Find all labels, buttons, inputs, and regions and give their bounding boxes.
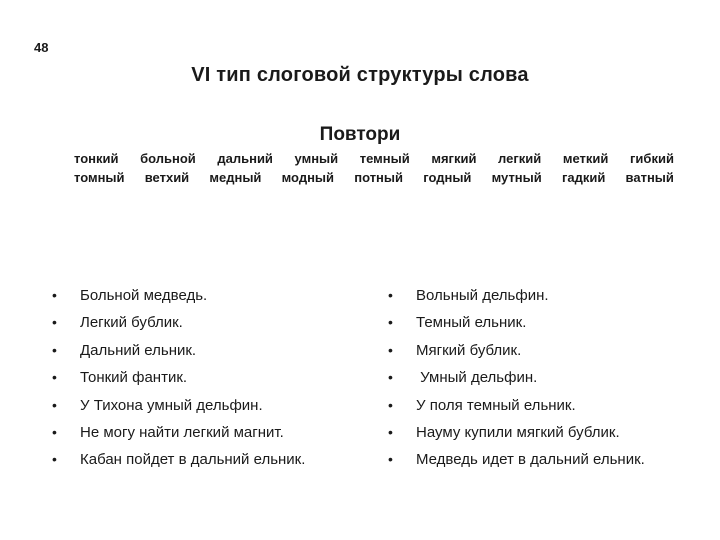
right-phrase-list xyxy=(388,287,645,479)
word: модный xyxy=(281,170,335,185)
list-item xyxy=(52,397,305,424)
list-item xyxy=(388,342,645,369)
bullet-icon: • xyxy=(52,287,57,303)
list-item-text: У поля темный ельник. xyxy=(416,396,576,414)
list-item xyxy=(388,451,645,478)
list-item-text: Тонкий фантик. xyxy=(80,369,188,387)
list-item xyxy=(52,287,305,314)
list-item-text: Легкий бублик. xyxy=(80,314,183,332)
list-item xyxy=(388,424,645,451)
word: тонкий xyxy=(74,151,119,166)
list-item xyxy=(52,424,305,451)
list-item-text: Умный дельфин. xyxy=(416,369,538,387)
word: умный xyxy=(294,151,339,166)
list-item xyxy=(52,451,305,478)
bullet-icon: • xyxy=(388,423,393,440)
page-number: 48 xyxy=(34,40,49,55)
word-row-2 xyxy=(74,170,674,185)
list-item-text: Мягкий бублик. xyxy=(416,341,522,359)
bullet-icon: • xyxy=(388,341,393,358)
list-item-text: Дальний ельник. xyxy=(80,341,197,359)
list-item-text: Не могу найти легкий магнит. xyxy=(80,423,284,441)
list-item xyxy=(52,369,305,396)
list-item-text: Вольный дельфин. xyxy=(416,287,549,304)
list-item-text: Больной медведь. xyxy=(80,287,208,304)
word: потный xyxy=(354,170,404,185)
word: медный xyxy=(209,170,262,185)
left-phrase-list xyxy=(52,287,305,479)
word-row-1 xyxy=(74,151,674,166)
list-item-text: Науму купили мягкий бублик. xyxy=(416,423,620,441)
bullet-icon: • xyxy=(388,396,393,413)
list-item-text: У Тихона умный дельфин. xyxy=(80,396,263,414)
word: ветхий xyxy=(144,170,190,185)
bullet-icon: • xyxy=(388,451,393,468)
list-item-text: Темный ельник. xyxy=(416,314,527,332)
list-item xyxy=(388,369,645,396)
list-item xyxy=(52,314,305,341)
section-heading: Повтори xyxy=(319,124,401,145)
bullet-icon: • xyxy=(52,314,57,331)
word: томный xyxy=(74,170,125,185)
word: темный xyxy=(359,151,410,166)
list-item-text: Медведь идет в дальний ельник. xyxy=(416,451,645,469)
word: гадкий xyxy=(561,170,606,185)
word: годный xyxy=(423,170,472,185)
word: гибкий xyxy=(630,151,674,166)
word: меткий xyxy=(562,151,609,166)
bullet-icon: • xyxy=(52,341,57,358)
word: дальний xyxy=(217,151,273,166)
bullet-icon: • xyxy=(388,314,393,331)
word: мягкий xyxy=(431,151,477,166)
page-title: VI тип слоговой структуры слова xyxy=(191,64,529,86)
list-item-text: Кабан пойдет в дальний ельник. xyxy=(80,451,306,469)
word: больной xyxy=(140,151,196,166)
word: мутный xyxy=(491,170,542,185)
list-item xyxy=(388,397,645,424)
bullet-icon: • xyxy=(52,396,57,413)
list-item xyxy=(388,314,645,341)
word: ватный xyxy=(625,170,674,185)
list-item xyxy=(52,342,305,369)
bullet-icon: • xyxy=(52,423,57,440)
bullet-icon: • xyxy=(52,369,57,386)
bullet-icon: • xyxy=(388,369,393,386)
bullet-icon: • xyxy=(52,451,57,468)
list-item xyxy=(388,287,645,314)
bullet-icon: • xyxy=(388,287,393,303)
word: легкий xyxy=(498,151,542,166)
